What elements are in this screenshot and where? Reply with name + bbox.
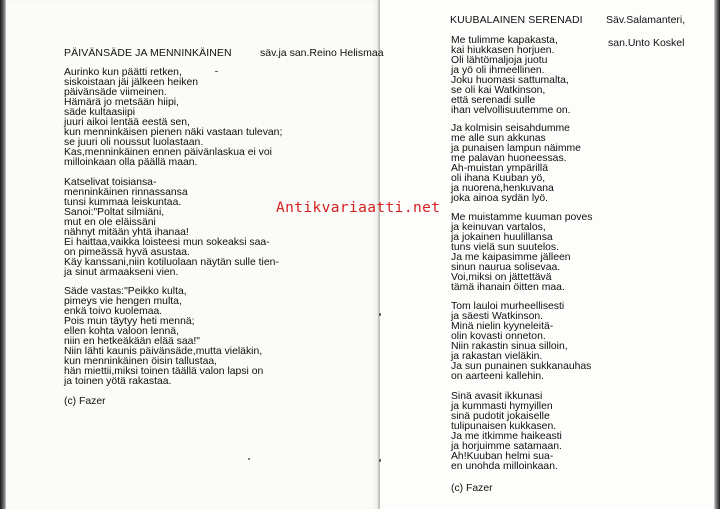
lyric-line: ja rakastan vieläkin. [451,351,543,363]
lyric-line: Niin rakastin sinua silloin, [451,341,568,353]
print-speck [215,71,218,72]
lyric-line: Ja sun punainen sukkanauhas [451,361,592,373]
page-edge-right [714,0,720,509]
lyric-line: enkä toivo kuolemaa. [64,306,163,318]
stanza-right-1 [451,36,571,116]
lyric-line: tunsi kummaa leiskuntaa. [64,197,182,209]
lyric-line: tulipunaisen kukkasen. [451,421,557,433]
lyric-line: nähnyt mitään yhtä ihanaa! [64,227,189,239]
lyric-line: ja kummasti hymyillen [451,401,553,413]
song-credit-left: säv.ja san.Reino Helismaa [260,47,384,59]
lyric-line: juuri aikoi lentää eestä sen, [64,117,190,129]
lyric-line: Niin lähti kaunis päivänsäde,mutta vieläkin, [64,346,263,358]
lyric-line: päivänsäde viimeinen. [64,87,167,99]
lyric-line: Ja me itkimme haikeasti [451,431,562,443]
lyric-line: Ja me kaipasimme jälleen [451,252,571,264]
left-heading [64,47,384,59]
lyric-line: oli ihana Kuuban yö, [451,173,546,185]
lyric-line: on aarteeni kallehin. [451,371,545,383]
lyric-line: ja keinuvan vartalos, [451,222,546,234]
lyric-line: ja toinen yötä rakastaa. [64,376,172,388]
lyric-line: on pimeässä hyvä asustaa. [64,247,190,259]
stanza-right-4 [451,302,591,382]
lyric-line: ja yö oli ihmeellinen. [451,65,545,77]
lyric-line: mut en ole eläissäni [64,217,156,229]
lyric-line: ja nuorena,henkuvana [451,183,554,195]
lyric-line: Ja kolmisin seisahdumme [451,123,570,134]
song-credit-right-lyricist: san.Unto Koskel [608,37,685,49]
lyric-line: Me muistamme kuuman poves [451,212,593,223]
lyric-line: Kas,menninkäinen ennen päivänlaskua ei voi [64,147,272,159]
lyric-line: sinun naurua solisevaa. [451,262,561,274]
lyric-line: kun menninkäinen öisin tallustaa, [64,356,218,368]
lyric-line: sinä pudotit jokaiselle [451,411,550,423]
lyric-line: Joku huomasi sattumalta, [451,75,569,87]
lyric-line: säde kultaasiipi [64,107,136,119]
lyric-line: ja jokainen huulillansa [451,232,553,244]
lyric-line: se juuri oli noussut luolastaan. [64,137,204,149]
print-speck [248,458,250,460]
lyric-line: Tom lauloi murheellisesti [451,301,565,312]
lyric-line: Minä nielin kyyneleitä- [451,321,554,333]
lyric-line: milloinkaan olla päällä maan. [64,157,198,169]
lyric-line: tuns vielä sun suutelos. [451,242,560,254]
lyric-line: Oli lähtömaljoja juotu [451,55,548,67]
lyric-line: Voi,miksi on jättettävä [451,272,552,284]
copyright-right: (c) Fazer [451,483,493,494]
print-speck [379,459,381,462]
stanza-right-3 [451,213,592,293]
lyric-line: Säde vastas:"Peikko kulta, [64,286,187,297]
lyric-line: Käy kanssani,niin kotiluolaan näytän sulle tien- [64,257,279,269]
lyric-line: hän miettii,miksi toinen täällä valon lapsi on [64,366,264,378]
song-title-kuubalainen: KUUBALAINEN SERENADI [450,14,583,26]
stanza-left-3 [64,287,263,387]
antikvariaatti-watermark: Antikvariaatti.net [276,200,441,216]
lyric-line: Me tulimme kapakasta, [451,35,558,46]
lyric-line: me alle sun akkunas [451,133,546,145]
song-title-paivansade: PÄIVÄNSÄDE JA MENNINKÄINEN [64,47,232,59]
lyric-line: en unohda milloinkaan. [451,461,558,473]
lyric-line: ja säesti Watkinson. [451,311,544,323]
lyric-line: Sinä avasit ikkunasi [451,391,543,402]
lyric-line: kun menninkäisen pienen näki vastaan tulevan; [64,127,283,139]
stanza-right-2 [451,124,581,204]
lyric-line: me palavan huoneessas. [451,153,567,165]
stanza-left-1 [64,68,282,168]
lyric-line: että serenadi sulle [451,95,536,107]
stanza-left-2 [64,178,279,278]
lyric-line: olin kovasti onneton. [451,331,546,343]
lyric-line: ellen kohta valoon lennä, [64,326,179,338]
lyric-line: niin en hetkeäkään elää saa!" [64,336,200,348]
lyric-line: joka ainoa sydän lyö. [451,193,549,205]
lyric-line: ihan velvollisuutemme on. [451,105,571,117]
stanza-right-5 [451,392,562,472]
lyric-line: kai hiukkasen horjuen. [451,45,555,57]
lyric-line: Ei haittaa,vaikka loisteesi mun sokeaksi saa- [64,237,270,249]
print-speck [379,313,381,316]
lyric-line: ja punaisen lampun näimme [451,143,581,155]
copyright-left: (c) Fazer [64,396,106,407]
lyric-line: tämä ihanain öitten maa. [451,282,565,294]
song-credit-right-composer: Säv.Salamanteri, [606,14,686,26]
lyric-line: siskoistaan jäi jälkeen heiken [64,77,199,89]
lyric-line: se oli kai Watkinson, [451,85,546,97]
lyric-line: Hämärä jo metsään hiipi, [64,97,179,109]
lyric-line: Ah!Kuuban helmi sua- [451,451,554,463]
lyric-line: Sanoi:"Poltat silmiäni, [64,207,165,219]
lyric-line: Aurinko kun päätti retken, [64,67,182,78]
right-heading [450,14,686,26]
lyric-line: menninkäinen rinnassansa [64,187,188,199]
lyric-line: pimeys vie hengen multa, [64,296,182,308]
lyric-line: ja sinut armaakseni vien. [64,267,179,279]
lyric-line: Katselivat toisiansa- [64,177,157,188]
lyric-line: Ah-muistan ympärillä [451,163,549,175]
lyric-line: ja horjuimme satamaan. [451,441,562,453]
lyric-line: Pois mun täytyy heti mennä; [64,316,195,328]
